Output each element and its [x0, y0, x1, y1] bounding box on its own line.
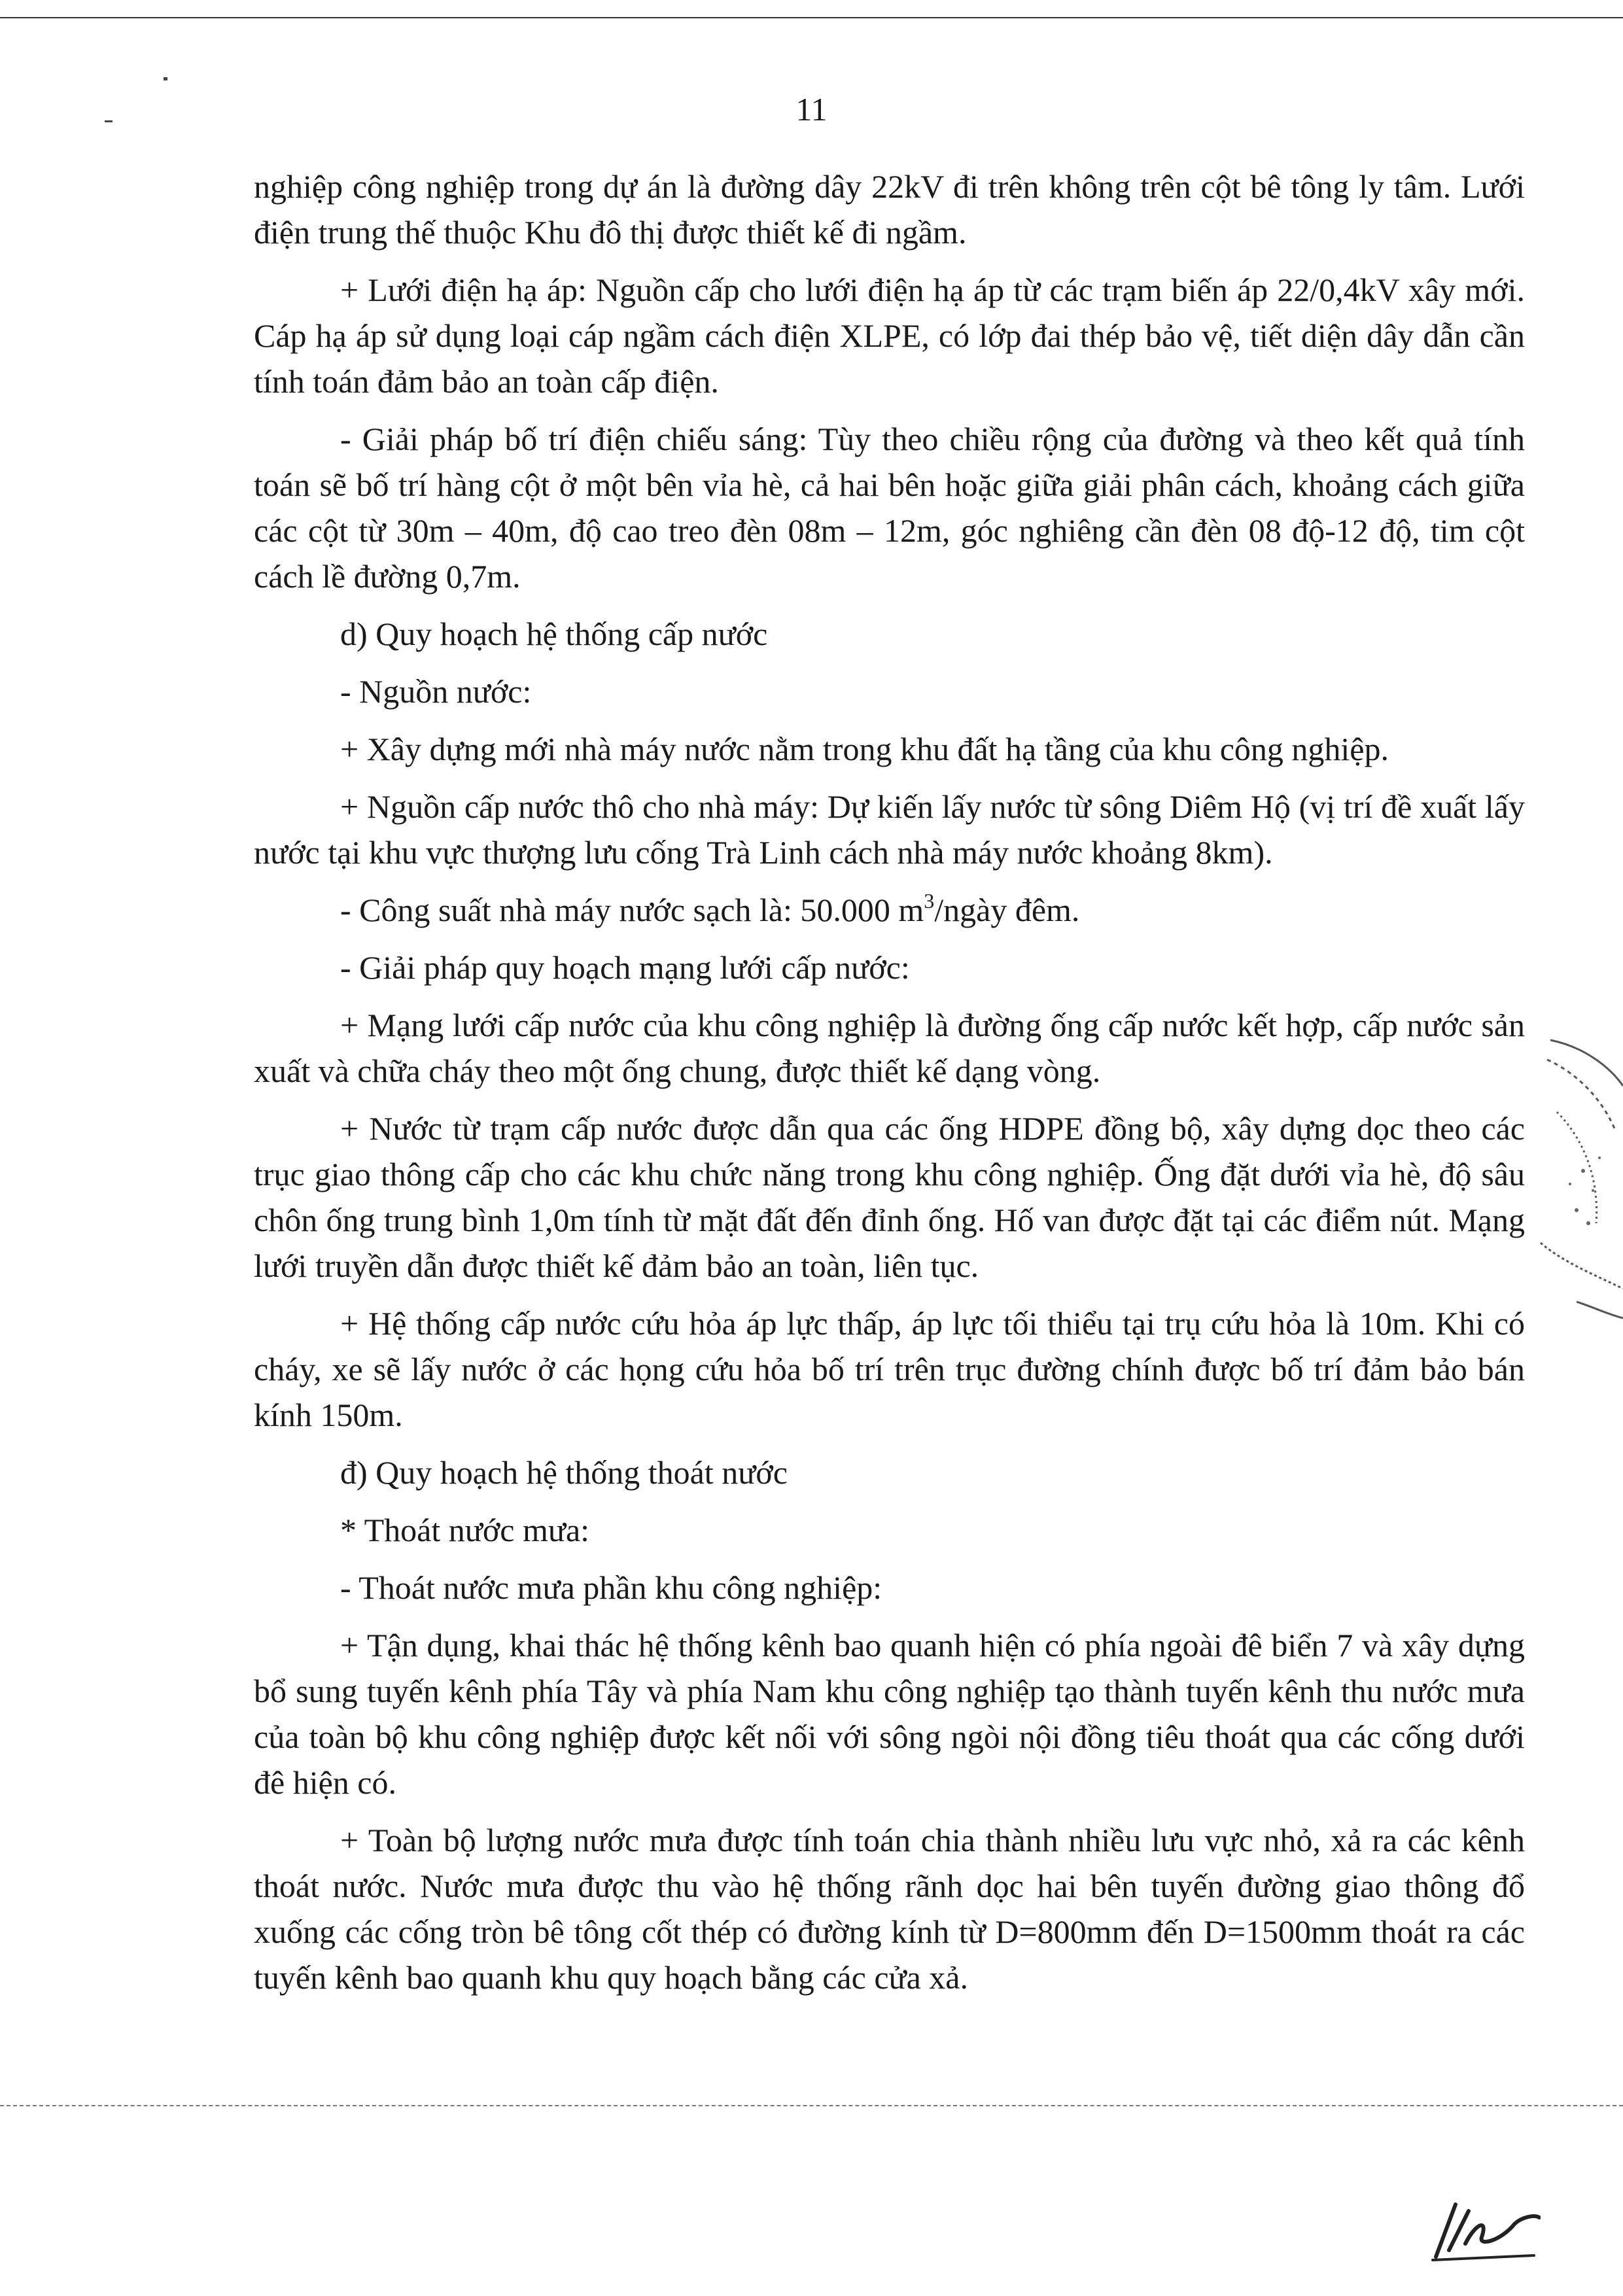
- paragraph: + Toàn bộ lượng nước mưa được tính toán chia thành nhiều lưu vực nhỏ, xả ra các kênh thoát nước. Nước mưa được thu vào hệ thống rãnh dọc hai bên tuyến đường giao thông đổ xuống các cống tròn bê tông cốt thép có đường kính từ D=800mm đến D=1500mm thoát ra các tuyến kênh bao quanh khu quy hoạch bằng các cửa xả.: [254, 1822, 1525, 1996]
- paragraph: + Lưới điện hạ áp: Nguồn cấp cho lưới điện hạ áp từ các trạm biến áp 22/0,4kV xây mới. Cáp hạ áp sử dụng loại cáp ngầm cách điện XLPE, có lớp đai thép bảo vệ, tiết diện dây dẫn cần tính toán đảm bảo an toàn cấp điện.: [254, 271, 1525, 400]
- paragraph: nghiệp công nghiệp trong dự án là đường dây 22kV đi trên không trên cột bê tông ly tâm. Lưới điện trung thế thuộc Khu đô thị được thiết kế đi ngầm.: [254, 168, 1525, 251]
- signature: [1429, 2178, 1541, 2263]
- paragraph: - Giải pháp bố trí điện chiếu sáng: Tùy theo chiều rộng của đường và theo kết quả tính toán sẽ bố trí hàng cột ở một bên vỉa hè, cả hai bên hoặc giữa giải phân cách, khoảng cách giữa các cột từ 30m – 40m, độ cao treo đèn 08m – 12m, góc nghiêng cần đèn 08 độ-12 độ, tim cột cách lề đường 0,7m.: [254, 421, 1525, 595]
- section-heading: d) Quy hoạch hệ thống cấp nước: [340, 616, 768, 652]
- paragraph: + Nguồn cấp nước thô cho nhà máy: Dự kiến lấy nước từ sông Diêm Hộ (vị trí đề xuất lấy nước tại khu vực thượng lưu cống Trà Linh cách nhà máy nước khoảng 8km).: [254, 788, 1525, 871]
- paragraph: + Tận dụng, khai thác hệ thống kênh bao quanh hiện có phía ngoài đê biển 7 và xây dựng bổ sung tuyến kênh phía Tây và phía Nam khu công nghiệp tạo thành tuyến kênh thu nước mưa của toàn bộ khu công nghiệp được kết nối với sông ngòi nội đồng tiêu thoát qua các cống dưới đê hiện có.: [254, 1627, 1525, 1801]
- paragraph: + Mạng lưới cấp nước của khu công nghiệp là đường ống cấp nước kết hợp, cấp nước sản xuất và chữa cháy theo một ống chung, được thiết kế dạng vòng.: [254, 1007, 1525, 1089]
- superscript-3: 3: [924, 889, 935, 913]
- top-rule: [0, 17, 1623, 18]
- document-body: [254, 164, 1525, 2012]
- page-number: 11: [795, 91, 828, 128]
- paragraph: * Thoát nước mưa:: [340, 1512, 590, 1548]
- paragraph: - Công suất nhà máy nước sạch là: 50.000 $m^3$/ngày đêm.: [340, 889, 1080, 928]
- paragraph: - Nguồn nước:: [340, 673, 532, 710]
- paragraph: + Nước từ trạm cấp nước được dẫn qua các ống HDPE đồng bộ, xây dựng dọc theo các trục giao thông cấp cho các khu chức năng trong khu công nghiệp. Ống đặt dưới vỉa hè, độ sâu chôn ống trung bình 1,0m tính từ mặt đất đến đỉnh ống. Hố van được đặt tại các điểm nút. Mạng lưới truyền dẫn được thiết kế đảm bảo an toàn, liên tục.: [254, 1110, 1525, 1284]
- paragraph: + Hệ thống cấp nước cứu hỏa áp lực thấp, áp lực tối thiểu tại trụ cứu hỏa là 10m. Khi có cháy, xe sẽ lấy nước ở các họng cứu hỏa bố trí trên trục đường chính được bố trí đảm bảo bán kính 150m.: [254, 1305, 1525, 1433]
- paragraph: - Thoát nước mưa phần khu công nghiệp:: [340, 1569, 882, 1606]
- fold-line: [0, 2105, 1623, 2106]
- section-heading: đ) Quy hoạch hệ thống thoát nước: [340, 1454, 788, 1491]
- stamp-fragment: [1537, 1027, 1623, 1334]
- paragraph: - Giải pháp quy hoạch mạng lưới cấp nước:: [340, 949, 910, 986]
- scan-mark: [164, 77, 167, 80]
- paragraph: + Xây dựng mới nhà máy nước nằm trong khu đất hạ tầng của khu công nghiệp.: [340, 731, 1389, 767]
